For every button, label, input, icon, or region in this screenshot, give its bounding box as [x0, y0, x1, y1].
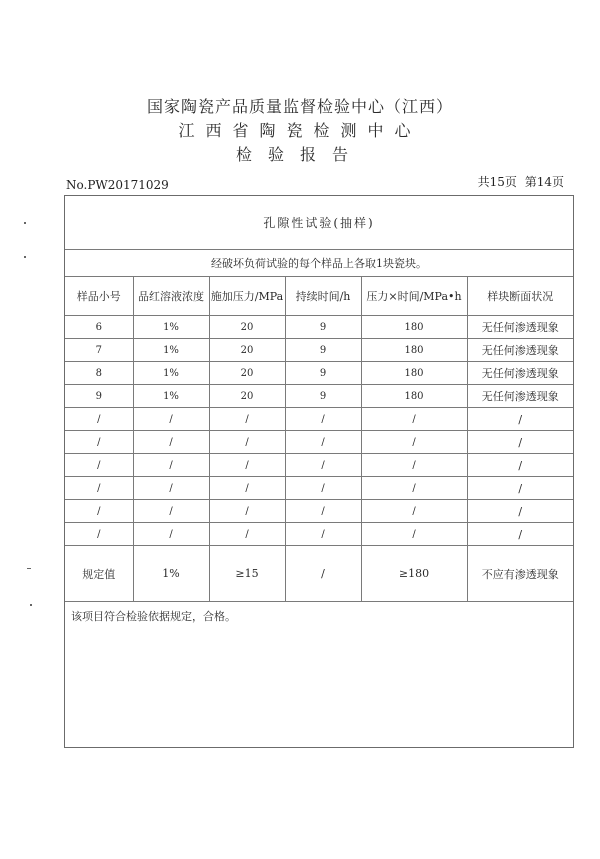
report-number: No.PW20171029 [66, 178, 169, 192]
column-header: 持续时间/h [285, 277, 361, 316]
column-header: 样品小号 [65, 277, 133, 316]
section-condition-cell: / [467, 454, 573, 477]
pressure-time-cell: / [361, 500, 467, 523]
page-total: 共15页 [477, 175, 517, 189]
sample-number-cell: / [65, 500, 133, 523]
dye-concentration-cell: / [133, 454, 209, 477]
pressure-cell: / [209, 431, 285, 454]
center-name-national: 国家陶瓷产品质量监督检验中心（江西） [146, 97, 453, 116]
pressure-cell: 20 [209, 385, 285, 408]
pressure-time-cell: 180 [361, 362, 467, 385]
table-row [65, 339, 573, 362]
scan-mark [27, 568, 31, 569]
table-row [65, 454, 573, 477]
sample-number-cell: / [65, 408, 133, 431]
pressure-cell: / [209, 477, 285, 500]
table-row [65, 477, 573, 500]
pressure-time-cell: / [361, 408, 467, 431]
section-condition-cell: / [467, 523, 573, 546]
spec-duration: / [285, 546, 361, 602]
dye-concentration-cell: / [133, 431, 209, 454]
sample-number-cell: 9 [65, 385, 133, 408]
sample-number-cell: / [65, 454, 133, 477]
duration-cell: 9 [285, 316, 361, 339]
table-row [65, 408, 573, 431]
scan-mark [24, 256, 26, 258]
duration-cell: / [285, 523, 361, 546]
dye-concentration-cell: / [133, 500, 209, 523]
center-name-provincial: 江西省陶瓷检测中心 [178, 121, 422, 140]
dye-concentration-cell: / [133, 477, 209, 500]
dye-concentration-cell: 1% [133, 385, 209, 408]
pressure-cell: / [209, 523, 285, 546]
column-header: 样块断面状况 [467, 277, 573, 316]
page-indicator [478, 173, 564, 190]
pressure-time-cell: 180 [361, 385, 467, 408]
dye-concentration-cell: 1% [133, 316, 209, 339]
pressure-time-cell: / [361, 431, 467, 454]
section-condition-cell: 无任何渗透现象 [467, 316, 573, 339]
duration-cell: / [285, 454, 361, 477]
duration-cell: 9 [285, 385, 361, 408]
sample-number-cell: / [65, 477, 133, 500]
pressure-cell: / [209, 500, 285, 523]
dye-concentration-cell: 1% [133, 362, 209, 385]
dye-concentration-cell: 1% [133, 339, 209, 362]
pressure-cell: 20 [209, 316, 285, 339]
pressure-cell: 20 [209, 362, 285, 385]
section-condition-cell: 无任何渗透现象 [467, 362, 573, 385]
pressure-cell: / [209, 454, 285, 477]
section-condition-cell: / [467, 477, 573, 500]
table-header-row [65, 277, 573, 316]
pressure-time-cell: / [361, 454, 467, 477]
column-header: 压力×时间/MPa•h [361, 277, 467, 316]
sample-number-cell: / [65, 431, 133, 454]
pressure-time-cell: 180 [361, 316, 467, 339]
sampling-note: 经破坏负荷试验的每个样品上各取1块瓷块。 [65, 250, 573, 277]
spec-label: 规定值 [65, 546, 133, 602]
table-row [65, 523, 573, 546]
table-row [65, 431, 573, 454]
scan-mark [24, 222, 26, 224]
section-condition-cell: 无任何渗透现象 [467, 385, 573, 408]
test-conclusion: 该项目符合检验依据规定，合格。 [71, 610, 236, 623]
table-row [65, 385, 573, 408]
dye-concentration-cell: / [133, 523, 209, 546]
column-header: 施加压力/MPa [209, 277, 285, 316]
duration-cell: / [285, 500, 361, 523]
sample-number-cell: / [65, 523, 133, 546]
duration-cell: 9 [285, 362, 361, 385]
pressure-time-cell: / [361, 523, 467, 546]
section-condition-cell: / [467, 500, 573, 523]
spec-pressure-time: ≥180 [361, 546, 467, 602]
spec-dye-concentration: 1% [133, 546, 209, 602]
duration-cell: / [285, 408, 361, 431]
section-condition-cell: / [467, 431, 573, 454]
column-header: 品红溶液浓度 [133, 277, 209, 316]
sample-number-cell: 6 [65, 316, 133, 339]
dye-concentration-cell: / [133, 408, 209, 431]
table-row [65, 362, 573, 385]
page-current: 第14页 [524, 175, 564, 189]
report-title: 检验报告 [235, 145, 364, 164]
duration-cell: / [285, 477, 361, 500]
section-condition-cell: / [467, 408, 573, 431]
report-frame [64, 195, 574, 748]
spec-pressure: ≥15 [209, 546, 285, 602]
specification-row [65, 546, 573, 602]
pressure-cell: 20 [209, 339, 285, 362]
table-row [65, 316, 573, 339]
scan-mark [30, 604, 32, 606]
pressure-time-cell: / [361, 477, 467, 500]
duration-cell: / [285, 431, 361, 454]
pressure-time-cell: 180 [361, 339, 467, 362]
spec-section-condition: 不应有渗透现象 [467, 546, 573, 602]
section-condition-cell: 无任何渗透现象 [467, 339, 573, 362]
porosity-test-table [65, 196, 573, 602]
table-row [65, 500, 573, 523]
sample-number-cell: 8 [65, 362, 133, 385]
test-title: 孔隙性试验(抽样) [65, 196, 573, 250]
sample-number-cell: 7 [65, 339, 133, 362]
duration-cell: 9 [285, 339, 361, 362]
pressure-cell: / [209, 408, 285, 431]
